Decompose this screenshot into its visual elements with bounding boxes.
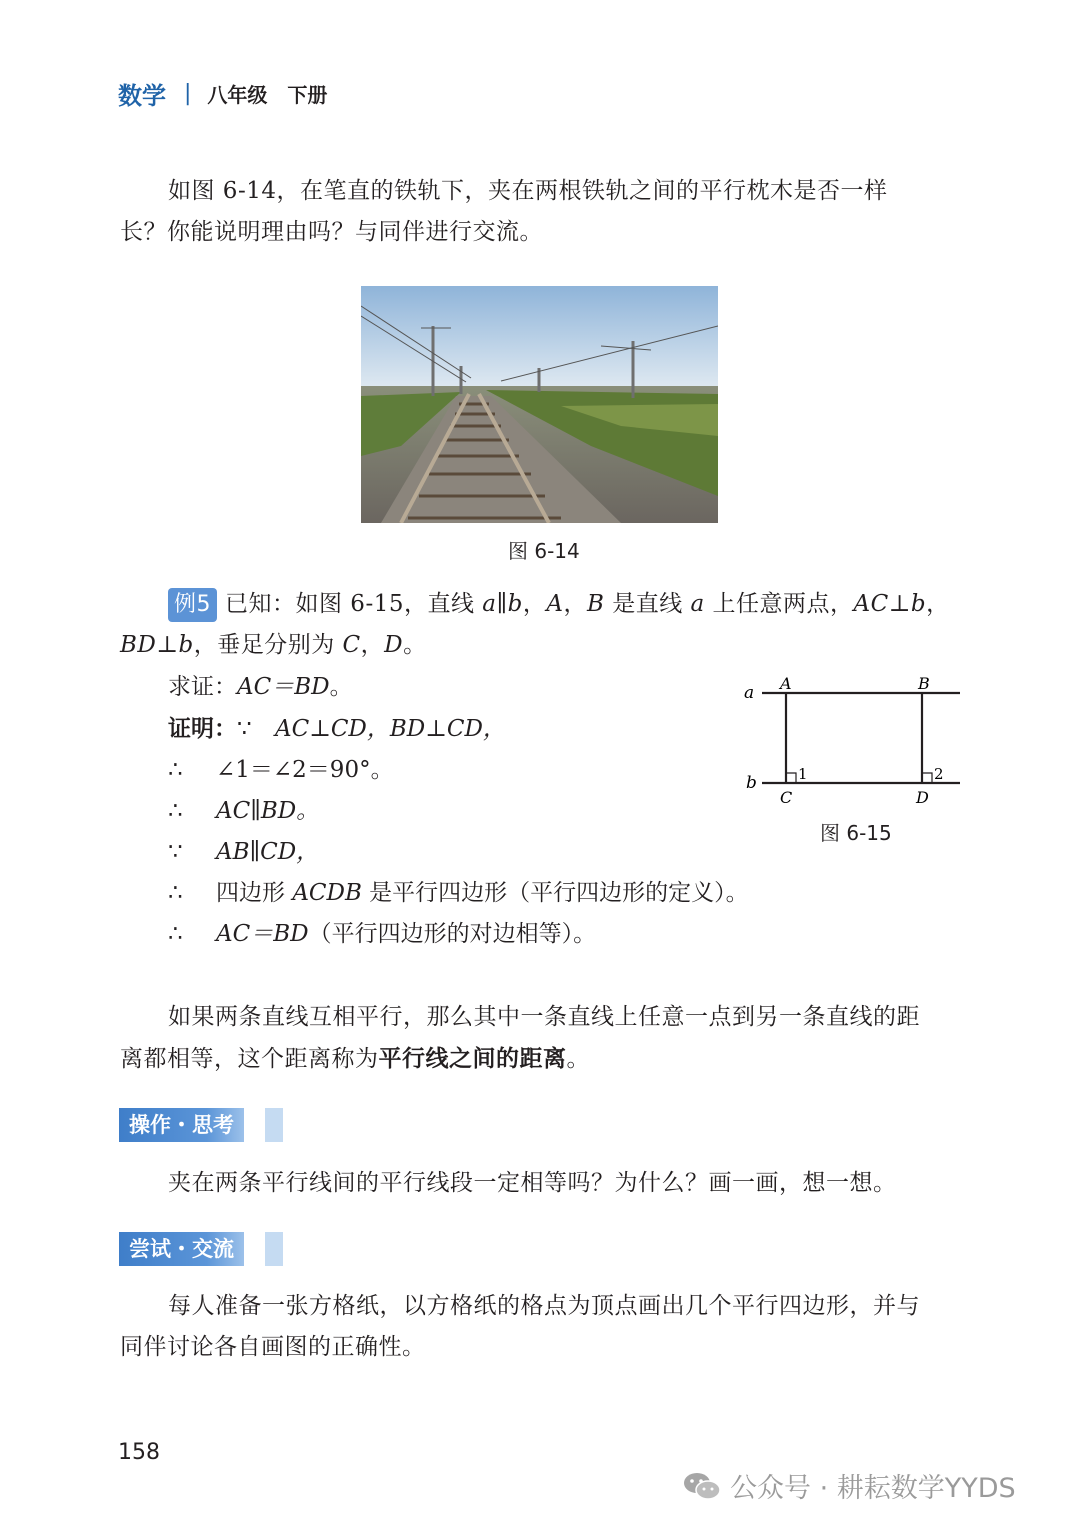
section-try-exchange-title: 尝试・交流 bbox=[119, 1232, 244, 1266]
distance-line-1: 如果两条直线互相平行，那么其中一条直线上任意一点到另一条直线的距 bbox=[168, 1004, 920, 1030]
distance-term: 平行线之间的距离 bbox=[378, 1045, 567, 1072]
section-operate-think-title: 操作・思考 bbox=[119, 1108, 244, 1142]
watermark bbox=[682, 1466, 1016, 1505]
label-C: C bbox=[780, 788, 793, 807]
step-5-post: 是平行四边形（平行四边形的定义）。 bbox=[361, 880, 749, 906]
distance-line-2-end: 。 bbox=[566, 1046, 590, 1072]
given-comma-2: ， bbox=[360, 632, 385, 658]
step-5-quad: ACDB bbox=[292, 880, 362, 906]
label-B: B bbox=[918, 674, 930, 693]
step-4-expr: AB∥CD， bbox=[216, 839, 320, 865]
right-angle-2 bbox=[922, 773, 932, 783]
section-bar-tail bbox=[265, 1232, 283, 1266]
proof-block bbox=[168, 667, 788, 955]
given-text-5: ， bbox=[926, 591, 950, 617]
label-angle-1: 1 bbox=[798, 765, 808, 783]
given-point-B: B bbox=[586, 591, 605, 617]
prove-label: 求证： bbox=[168, 674, 237, 700]
term-label: 下册 bbox=[287, 82, 328, 107]
given-bd-perp-b: BD⊥b bbox=[120, 632, 194, 658]
watermark-text: 公众号 · 耕耘数学YYDS bbox=[730, 1473, 1016, 1504]
step-3-expr: AC∥BD。 bbox=[216, 798, 320, 824]
subject-title: 数学 bbox=[118, 81, 166, 110]
prove-statement bbox=[168, 667, 788, 708]
given-text-4: 上任意两点， bbox=[704, 591, 854, 617]
proof-step-4 bbox=[168, 832, 788, 873]
prove-expression: AC＝BD bbox=[237, 674, 330, 700]
given-text-6: ，垂足分别为 bbox=[193, 632, 343, 658]
label-A: A bbox=[780, 674, 792, 693]
proof-label: 证明： bbox=[168, 715, 237, 742]
example-5-given bbox=[120, 584, 980, 666]
wechat-icon bbox=[682, 1470, 722, 1502]
given-point-C: C bbox=[342, 632, 361, 658]
section-bar-tail bbox=[265, 1108, 283, 1142]
distance-paragraph bbox=[120, 997, 970, 1080]
proof-step-6 bbox=[168, 914, 788, 955]
therefore-symbol: ∴ bbox=[168, 798, 183, 824]
prove-end: 。 bbox=[329, 674, 353, 700]
given-period: 。 bbox=[403, 632, 427, 658]
given-text-3: 是直线 bbox=[604, 591, 691, 617]
section-operate-think-bar bbox=[119, 1108, 283, 1142]
label-b: b bbox=[746, 773, 757, 793]
operate-think-text: 夹在两条平行线间的平行线段一定相等吗？为什么？画一画，想一想。 bbox=[168, 1170, 897, 1196]
given-point-D: D bbox=[384, 632, 404, 658]
therefore-symbol: ∴ bbox=[168, 921, 183, 947]
header-separator: | bbox=[184, 80, 192, 106]
railway-photo bbox=[361, 286, 718, 523]
given-point-A: A bbox=[546, 591, 564, 617]
therefore-symbol: ∴ bbox=[168, 757, 183, 783]
section-try-exchange-bar bbox=[119, 1232, 283, 1266]
proof-step-5 bbox=[168, 873, 788, 914]
step-1-expr: AC⊥CD，BD⊥CD， bbox=[275, 716, 506, 742]
intro-line-2: 长？你能说明理由吗？与同伴进行交流。 bbox=[120, 219, 543, 245]
intro-paragraph bbox=[120, 171, 970, 253]
grade-label: 八年级 bbox=[207, 82, 268, 107]
running-header bbox=[118, 76, 327, 110]
given-text-1: 已知：如图 6-15，直线 bbox=[225, 591, 483, 617]
intro-line-1: 如图 6-14，在笔直的铁轨下，夹在两根铁轨之间的平行枕木是否一样 bbox=[168, 178, 888, 204]
try-line-1: 每人准备一张方格纸，以方格纸的格点为顶点画出几个平行四边形，并与 bbox=[168, 1293, 920, 1319]
right-angle-1 bbox=[786, 773, 796, 783]
proof-step-1 bbox=[168, 708, 788, 750]
given-ac-perp-b: AC⊥b bbox=[853, 591, 927, 617]
label-D: D bbox=[916, 788, 929, 807]
proof-step-2 bbox=[168, 750, 788, 791]
step-2-expr: ∠1＝∠2＝90°。 bbox=[216, 757, 394, 783]
given-text-2: ， bbox=[522, 591, 547, 617]
page-number: 158 bbox=[118, 1440, 160, 1465]
try-exchange-paragraph bbox=[120, 1286, 970, 1368]
given-a-parallel-b: a∥b bbox=[482, 591, 523, 617]
step-6-post: （平行四边形的对边相等）。 bbox=[308, 921, 597, 947]
given-line-a: a bbox=[690, 591, 705, 617]
step-5-pre: 四边形 bbox=[216, 880, 293, 906]
therefore-symbol: ∴ bbox=[168, 880, 183, 906]
figure-6-15-caption: 图 6-15 bbox=[820, 821, 892, 845]
figure-6-15 bbox=[738, 672, 968, 812]
example-badge: 例5 bbox=[168, 588, 217, 622]
try-line-2: 同伴讨论各自画图的正确性。 bbox=[120, 1334, 426, 1360]
given-comma: ， bbox=[563, 591, 587, 617]
distance-line-2 bbox=[120, 1038, 970, 1080]
because-symbol: ∵ bbox=[168, 839, 183, 865]
distance-line-2-pre: 离都相等，这个距离称为 bbox=[120, 1046, 379, 1072]
because-symbol: ∵ bbox=[237, 716, 252, 742]
proof-step-3 bbox=[168, 791, 788, 832]
figure-6-14-caption: 图 6-14 bbox=[508, 539, 580, 563]
step-6-expr: AC＝BD bbox=[216, 921, 309, 947]
label-a: a bbox=[744, 683, 755, 703]
label-angle-2: 2 bbox=[934, 765, 944, 783]
